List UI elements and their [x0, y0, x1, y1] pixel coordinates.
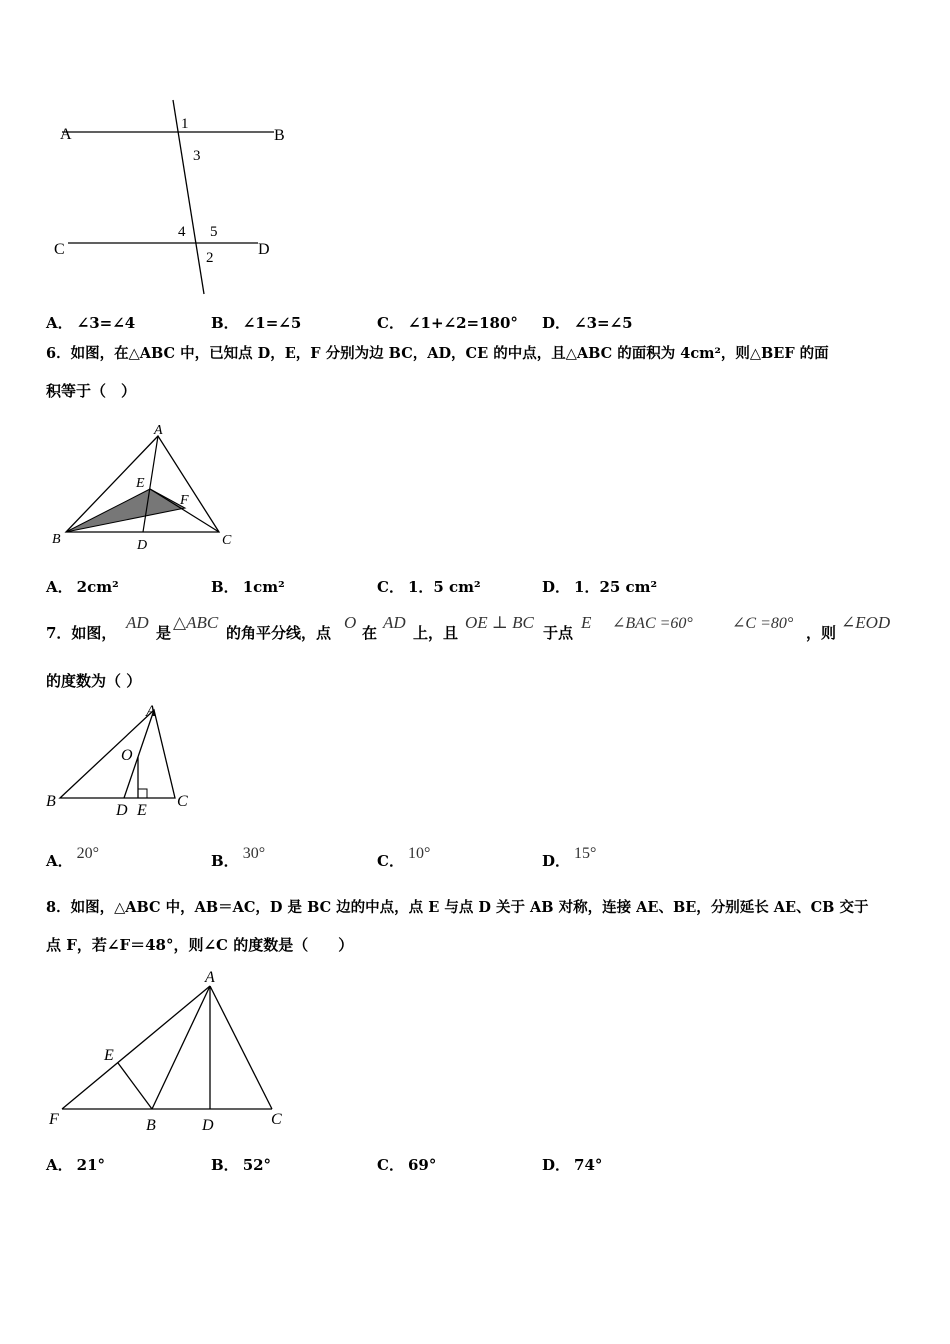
label-e: E [136, 476, 145, 491]
segment-ad [143, 436, 158, 532]
q6-figure [40, 420, 250, 555]
transversal [173, 100, 204, 294]
q7-option-d[interactable]: D． 15° [542, 845, 597, 870]
label-o: O [121, 747, 133, 764]
q6-text-line2: 积等于（ ） [46, 382, 137, 400]
label-b: B [146, 1117, 156, 1134]
q8-option-d[interactable]: D． 74° [542, 1156, 603, 1174]
q8-option-c[interactable]: C． 69° [377, 1156, 437, 1174]
q7-math-abc: △ABC [173, 613, 219, 632]
q6-text-line1: 6．如图，在△ABC 中，已知点 D，E，F 分别为边 BC，AD，CE 的中点，且△ABC 的面积为 4cm²，则△BEF 的面 [46, 345, 829, 362]
label-a: A [146, 703, 156, 720]
q8-text-line2: 点 F，若∠F＝48°，则∠C 的度数是（ ） [46, 936, 354, 954]
label-3: 3 [193, 148, 201, 164]
label-e: E [104, 1047, 114, 1064]
label-f: F [180, 493, 189, 508]
q6-option-d[interactable]: D． 1．25 cm² [542, 578, 658, 596]
q7-text-line2: 的度数为（ ） [46, 672, 142, 690]
label-2: 2 [206, 250, 214, 266]
q7-math-c: ∠C =80° [732, 615, 794, 632]
q7-math-perp: OE ⊥ BC [465, 613, 534, 632]
segment-ac [210, 986, 272, 1109]
label-d: D [258, 241, 270, 258]
label-a: A [205, 969, 215, 986]
q5-figure [40, 90, 310, 305]
q7-math-bac: ∠BAC =60° [612, 615, 693, 632]
label-4: 4 [178, 224, 186, 240]
q5-option-b[interactable]: B． ∠1=∠5 [211, 314, 302, 332]
label-f: F [49, 1111, 59, 1128]
q7-option-c[interactable]: C． 10° [377, 845, 431, 870]
q8-option-b[interactable]: B． 52° [211, 1156, 272, 1174]
q5-option-d[interactable]: D． ∠3=∠5 [542, 314, 633, 332]
label-b: B [52, 532, 61, 547]
label-c: C [222, 533, 232, 548]
q7-figure [40, 698, 200, 820]
q7-math-e: E [581, 613, 592, 632]
segment-eb [118, 1063, 152, 1109]
label-a: A [60, 126, 72, 143]
q5-option-c[interactable]: C． ∠1+∠2=180° [377, 314, 518, 332]
q8-text-line1: 8．如图，△ABC 中，AB＝AC，D 是 BC 边的中点，点 E 与点 D 关于 AB 对称，连接 AE、BE，分别延长 AE、CB 交于 [46, 899, 869, 916]
q8-figure [40, 964, 300, 1139]
label-1: 1 [181, 116, 189, 132]
q7-text-shi: 是 [156, 624, 172, 642]
q7-text-shang: 上，且 [413, 624, 459, 642]
q7-math-o: O [344, 613, 357, 632]
q7-text-zai: 在 [362, 624, 378, 642]
label-d: D [116, 802, 128, 819]
segment-fa [62, 986, 210, 1109]
q7-text-prefix: 7．如图， [46, 624, 117, 642]
q7-text-bisector: 的角平分线，点 [226, 624, 332, 642]
segment-ab [152, 986, 210, 1109]
q7-text-ze: ，则 [806, 624, 837, 642]
label-a: A [154, 423, 163, 438]
q5-option-a[interactable]: A． ∠3=∠4 [46, 314, 136, 332]
label-b: B [274, 127, 285, 144]
shaded-triangle-bef [66, 489, 185, 532]
right-angle-mark [138, 789, 147, 798]
triangle-abc [60, 710, 175, 798]
q7-text-yudian: 于点 [543, 624, 574, 642]
label-d: D [137, 538, 148, 553]
q7-math-eod: ∠EOD [841, 613, 891, 632]
label-c: C [271, 1111, 282, 1128]
q7-math-ad2: AD [383, 613, 406, 632]
label-b: B [46, 793, 56, 810]
label-d: D [202, 1117, 214, 1134]
q7-math-ad: AD [126, 613, 149, 632]
label-c: C [54, 241, 65, 258]
label-5: 5 [210, 224, 218, 240]
q7-option-a[interactable]: A． 20° [46, 845, 100, 870]
q6-option-a[interactable]: A． 2cm² [46, 578, 119, 596]
q7-option-b[interactable]: B． 30° [211, 845, 266, 870]
q6-option-b[interactable]: B． 1cm² [211, 578, 285, 596]
q6-option-c[interactable]: C． 1．5 cm² [377, 578, 481, 596]
q8-option-a[interactable]: A． 21° [46, 1156, 106, 1174]
label-e: E [137, 802, 147, 819]
label-c: C [177, 793, 188, 810]
